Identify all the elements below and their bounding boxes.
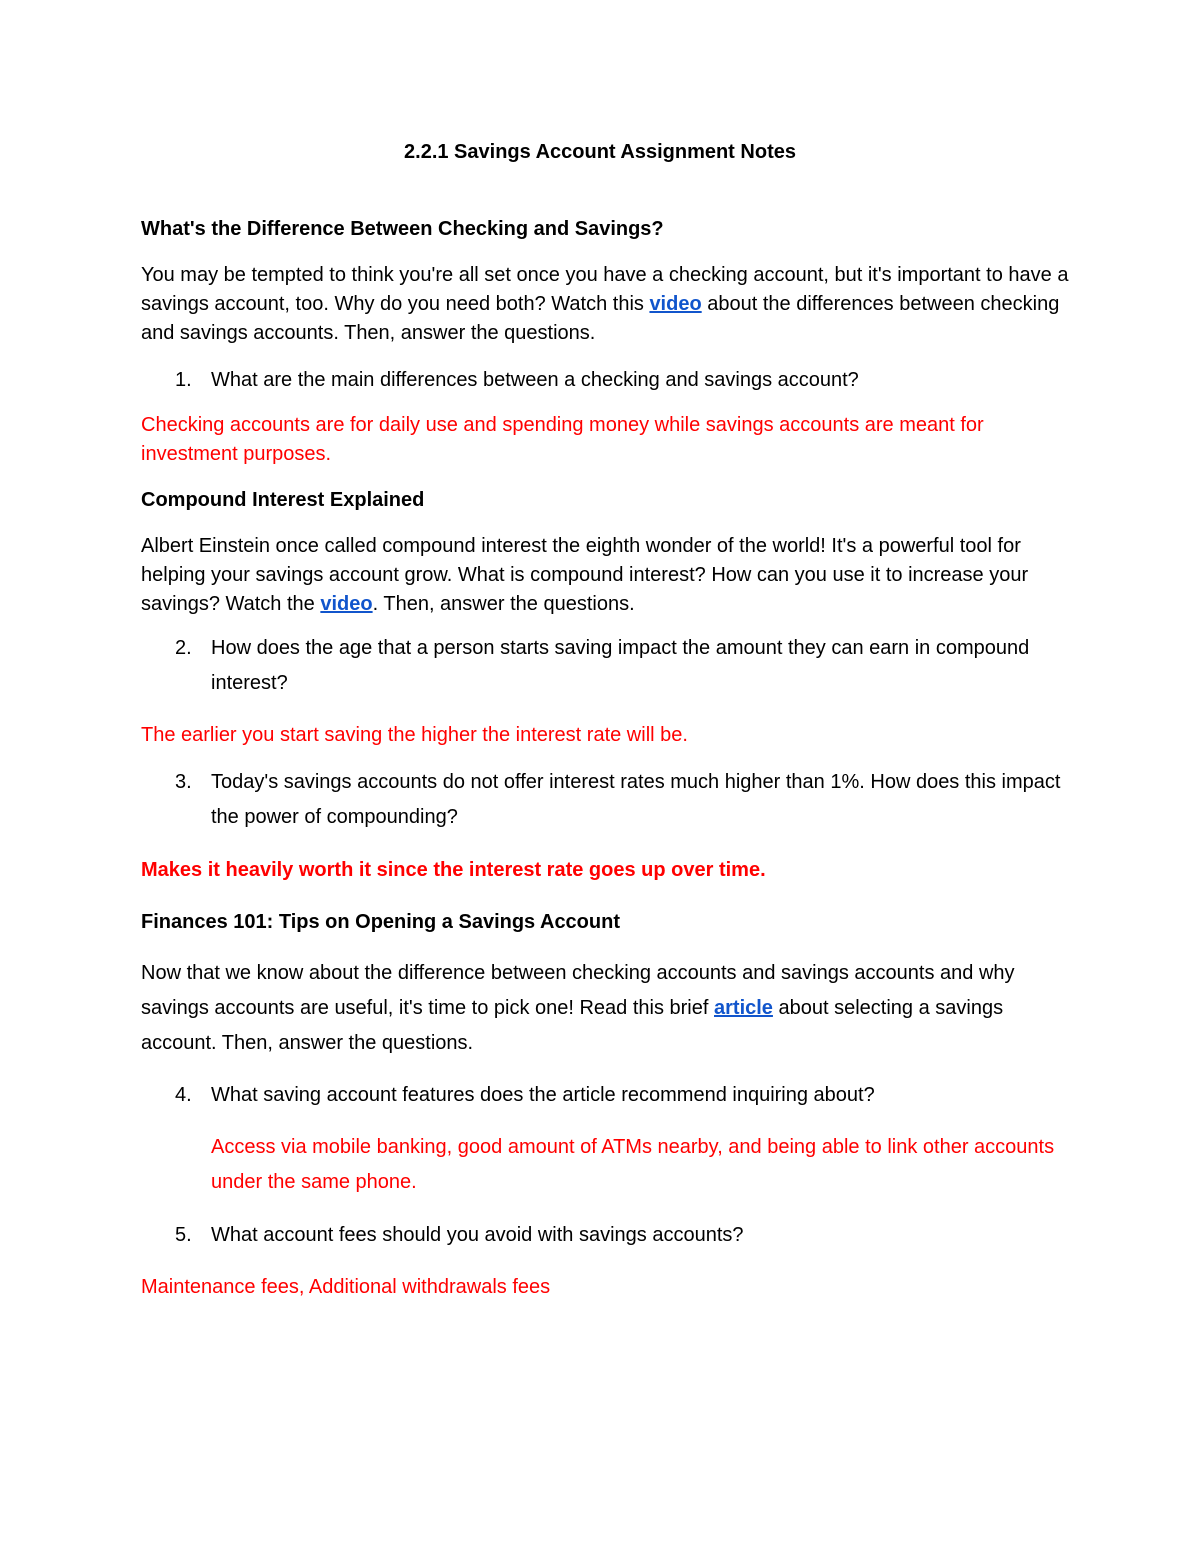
document-title: 2.2.1 Savings Account Assignment Notes (404, 141, 796, 163)
section-heading-compound-interest: Compound Interest Explained (141, 489, 425, 511)
section1-intro-after: about the differences between checking and savings accounts. Then, answer the questions. (141, 293, 1060, 344)
answer-1: Checking accounts are for daily use and spending money while savings accounts are meant for investment purposes. (141, 414, 984, 465)
question-1-number: 1. (175, 369, 192, 391)
question-3-text: Today's savings accounts do not offer interest rates much higher than 1%. How does this impact the power of compounding? (211, 771, 1061, 828)
section2-intro (141, 532, 1071, 619)
answer-4: Access via mobile banking, good amount of ATMs nearby, and being able to link other accounts under the same phone. (211, 1136, 1055, 1193)
answer-5: Maintenance fees, Additional withdrawals fees (141, 1276, 551, 1298)
question-1-text: What are the main differences between a checking and savings account? (211, 369, 859, 391)
section1-intro (141, 261, 1071, 348)
article-link[interactable]: article (714, 997, 773, 1019)
question-2 (175, 631, 1075, 701)
question-3-number: 3. (175, 771, 192, 793)
question-5-number: 5. (175, 1224, 192, 1246)
section3-intro-before: Now that we know about the difference between checking accounts and savings accounts and why savings accounts are useful, it's time to pick one! Read this brief (141, 962, 1015, 1019)
section2-intro-after: . Then, answer the questions. (372, 593, 635, 615)
section2-intro-before: Albert Einstein once called compound interest the eighth wonder of the world! It's a powerful tool for helping your savings account grow. What is compound interest? How can you use it to increase your savings? Watch the (141, 535, 1029, 615)
question-4-text: What saving account features does the article recommend inquiring about? (211, 1084, 875, 1106)
answer-2: The earlier you start saving the higher the interest rate will be. (141, 724, 688, 746)
video-link-1[interactable]: video (649, 293, 702, 315)
video-link-2[interactable]: video (320, 593, 373, 615)
question-2-number: 2. (175, 637, 192, 659)
section1-intro-before: You may be tempted to think you're all set once you have a checking account, but it's important to have a savings account, too. Why do you need both? Watch this (141, 264, 1069, 315)
section-heading-finances-101: Finances 101: Tips on Opening a Savings Account (141, 911, 620, 933)
question-5 (175, 1218, 1075, 1253)
answer-3: Makes it heavily worth it since the interest rate goes up over time. (141, 859, 766, 881)
section-heading-checking-vs-savings: What's the Difference Between Checking and Savings? (141, 218, 664, 240)
question-2-text: How does the age that a person starts saving impact the amount they can earn in compound interest? (211, 637, 1030, 694)
question-5-text: What account fees should you avoid with savings accounts? (211, 1224, 744, 1246)
section3-intro-after: about selecting a savings account. Then, answer the questions. (141, 997, 1004, 1054)
question-4-number: 4. (175, 1084, 192, 1106)
question-4 (175, 1078, 1075, 1113)
question-3 (175, 765, 1075, 835)
section3-intro (141, 956, 1071, 1061)
question-1 (175, 366, 1075, 395)
